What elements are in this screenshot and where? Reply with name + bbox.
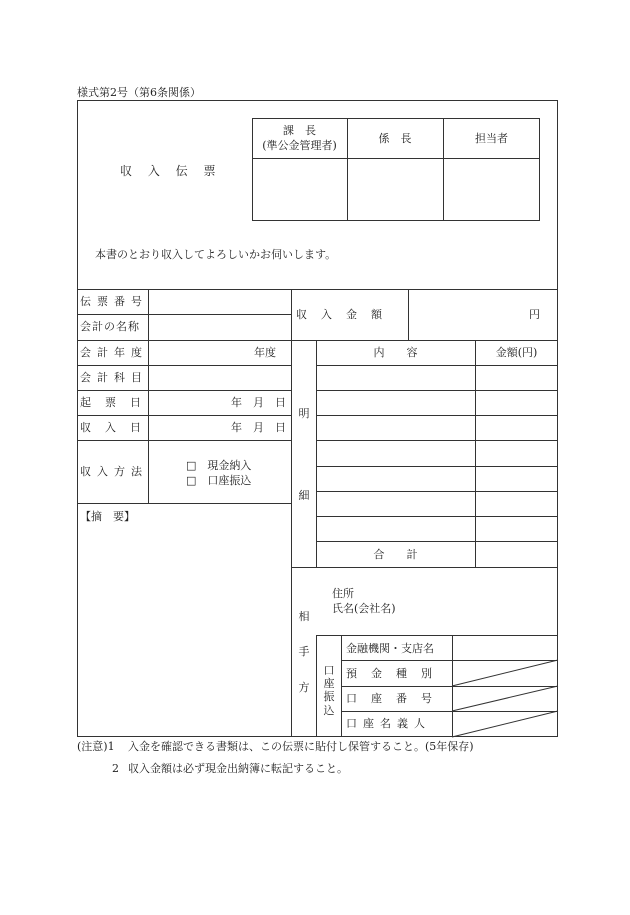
label-kaikei-nendo: 会計年度 xyxy=(80,346,148,359)
note-prefix: (注意)1 xyxy=(77,740,115,753)
method-transfer-checkbox[interactable]: □ 口座振込 xyxy=(186,474,252,487)
counterparty-address-label: 住所 xyxy=(332,587,354,600)
label-kaikei-kamoku: 会計科目 xyxy=(80,371,148,384)
transfer-vertical-label: 口座振込 xyxy=(323,664,335,717)
detail-total: 合 計 xyxy=(373,548,418,561)
detail-col-amount: 金額(円) xyxy=(495,346,538,359)
label-kihyo-bi: 起票日 xyxy=(80,396,155,409)
label-shunyu-hoho: 収入方法 xyxy=(80,465,148,478)
nendo-suffix: 年度 xyxy=(254,346,276,359)
approval-tanto: 担当者 xyxy=(475,132,508,145)
shunyu-date-suffix: 年 月 日 xyxy=(231,421,286,434)
label-account-no: 口座番号 xyxy=(346,692,446,705)
approval-stamp-kakaricho[interactable] xyxy=(348,159,442,220)
approval-stamp-tanto[interactable] xyxy=(444,159,539,220)
counterparty-name-label: 氏名(会社名) xyxy=(332,602,396,615)
method-cash-checkbox[interactable]: □ 現金納入 xyxy=(186,459,252,472)
label-tekiyo: 【摘 要】 xyxy=(80,510,135,523)
label-bank: 金融機関・支店名 xyxy=(346,642,434,655)
label-amount: 収入金額 xyxy=(296,308,396,321)
note-1: 入金を確認できる書類は、この伝票に貼付し保管すること。(5年保存) xyxy=(128,740,474,753)
label-deposit-type: 預金種別 xyxy=(346,667,446,680)
label-kaikei-name: 会計の名称 xyxy=(80,320,140,333)
approval-kakaricho: 係 長 xyxy=(378,132,412,145)
counterparty-side-2: 手 xyxy=(298,645,310,658)
detail-side-label-2: 細 xyxy=(298,489,310,502)
note-2: 収入金額は必ず現金出納簿に転記すること。 xyxy=(128,762,348,775)
counterparty-side-1: 相 xyxy=(298,610,310,623)
approval-stamp-kacho[interactable] xyxy=(253,159,346,220)
approval-kacho-sub: (準公金管理者) xyxy=(262,139,337,152)
label-shunyu-bi: 収入日 xyxy=(80,421,155,434)
amount-unit: 円 xyxy=(529,308,540,321)
detail-side-label-1: 明 xyxy=(298,407,310,420)
label-denpyo-no: 伝票番号 xyxy=(80,295,148,308)
kihyo-date-suffix: 年 月 日 xyxy=(231,396,286,409)
label-account-holder: 口座名義人 xyxy=(346,717,431,730)
approval-kacho: 課 長 xyxy=(283,124,316,137)
request-text: 本書のとおり収入してよろしいかお伺いします。 xyxy=(95,248,337,261)
form-number-label: 様式第2号（第6条関係） xyxy=(77,86,201,99)
form-title: 収 入 伝 票 xyxy=(120,164,222,178)
detail-col-content: 内 容 xyxy=(373,346,418,359)
diagonal-strikes xyxy=(452,660,558,737)
note-2-num: 2 xyxy=(112,762,119,775)
counterparty-side-3: 方 xyxy=(298,681,310,694)
